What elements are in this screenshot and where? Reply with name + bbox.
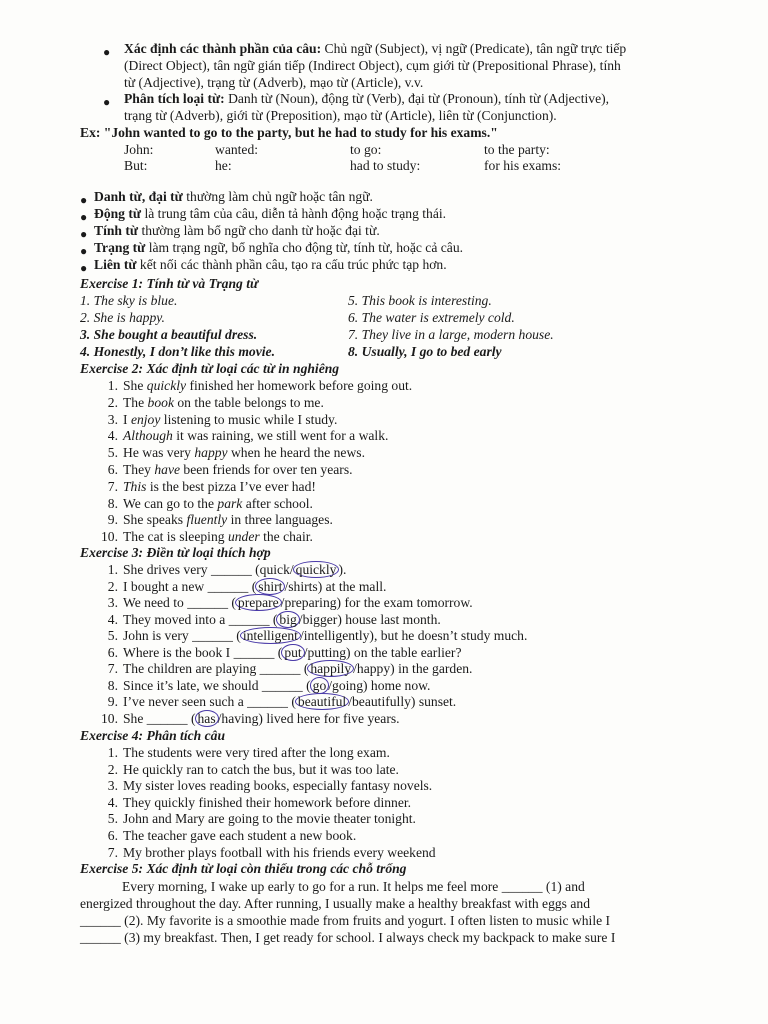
circled-answer: put — [281, 644, 304, 661]
exercise-2-text: it was raining, we still went for a walk. — [172, 428, 389, 444]
exercise-4-item: John and Mary are going to the movie theater tonight. — [123, 811, 416, 827]
example-cell: But: — [124, 158, 148, 173]
exercise-3-text: ) in the garden. — [390, 661, 473, 676]
option-separator: / — [217, 710, 222, 726]
exercise-2-text: the chair. — [259, 529, 313, 545]
exercise-4-number: 5. — [107, 811, 118, 827]
exercise-3-text: John is very ______ ( — [123, 628, 241, 643]
exercise-3-text: ) for the exam tomorrow. — [336, 595, 473, 610]
exercise-2-item — [123, 461, 353, 478]
option-word: going — [332, 677, 363, 693]
option-word: bigger — [302, 611, 338, 627]
exercise-4-number: 7. — [107, 844, 118, 860]
circled-answer: big — [276, 611, 299, 628]
rule-item — [94, 205, 446, 222]
exercise-3-number: 10. — [101, 710, 118, 726]
exercise-3-number: 7. — [107, 661, 118, 676]
exercise-3-text: ) lived here for five years. — [258, 710, 400, 726]
option-separator: / — [298, 611, 303, 627]
intro-bullet-1-text: Chủ ngữ (Subject), vị ngữ (Predicate), tân ngữ trực tiếp — [321, 41, 627, 56]
exercise-2-number: 7. — [107, 478, 118, 494]
bullet-dot: ● — [103, 45, 111, 59]
exercise-2-number: 8. — [107, 495, 118, 511]
exercise-2-title: Exercise 2: Xác định từ loại các từ in nghiêng — [80, 361, 340, 376]
exercise-2-text: finished her homework before going out. — [186, 378, 413, 393]
exercise-5-title: Exercise 5: Xác định từ loại còn thiếu trong các chỗ trống — [80, 861, 407, 876]
exercise-3-item — [123, 561, 346, 578]
option-separator: / — [328, 677, 333, 693]
intro-bullet-2 — [124, 90, 609, 107]
exercise-2-number: 1. — [107, 378, 118, 393]
exercise-2-italic-word: happy — [194, 445, 228, 461]
exercise-3-number: 4. — [107, 611, 118, 627]
exercise-2-text: after school. — [242, 495, 313, 511]
exercise-4-number: 1. — [107, 745, 118, 760]
option-separator: / — [348, 694, 352, 709]
option-word: beautifully — [352, 694, 411, 709]
exercise-1-item: 4. Honestly, I don’t like this movie. — [80, 344, 275, 359]
circled-answer: shirt — [255, 578, 285, 595]
rule-item — [94, 188, 373, 205]
exercise-2-item — [123, 377, 412, 394]
bullet-dot: ● — [80, 193, 88, 207]
exercise-2-item — [123, 478, 316, 495]
exercise-4-number: 6. — [107, 828, 118, 843]
exercise-2-item — [123, 511, 333, 528]
exercise-4-item: He quickly ran to catch the bus, but it was too late. — [123, 761, 399, 777]
intro-bullet-2-line2: trạng từ (Adverb), giới từ (Preposition), mạo từ (Article), liên từ (Conjunction). — [124, 108, 557, 123]
exercise-2-text: The — [123, 394, 148, 410]
option-word: shirts — [288, 578, 318, 594]
exercise-2-italic-word: quickly — [146, 378, 187, 393]
option-word: happy — [356, 661, 391, 676]
rule-term: Liên từ — [94, 257, 137, 272]
exercise-2-text: been friends for over ten years. — [180, 462, 353, 477]
exercise-2-italic-word: under — [227, 529, 260, 545]
exercise-2-text: listening to music while I study. — [160, 411, 338, 427]
exercise-3-text: Since it’s late, we should ______ ( — [123, 677, 311, 693]
exercise-3-text: ) on the table earlier? — [346, 644, 462, 660]
exercise-3-number: 6. — [107, 644, 118, 660]
exercise-2-italic-word: have — [154, 462, 181, 477]
circled-answer: beautiful — [295, 693, 349, 710]
exercise-2-italic-word: fluently — [186, 512, 228, 528]
exercise-2-italic-word: Although — [123, 428, 173, 444]
bullet-dot: ● — [80, 227, 88, 241]
rule-term: Động từ — [94, 206, 142, 221]
exercise-2-text: We can go to the — [123, 495, 218, 511]
exercise-2-text: She speaks — [123, 512, 187, 528]
circled-answer: intelligent — [240, 627, 301, 644]
rule-text: thường làm chủ ngữ hoặc tân ngữ. — [182, 189, 373, 204]
example-cell: for his exams: — [484, 158, 562, 173]
option-separator: / — [353, 661, 357, 676]
option-separator: / — [280, 595, 285, 610]
exercise-1-item: 6. The water is extremely cold. — [348, 310, 515, 325]
exercise-3-text: We need to ______ ( — [123, 595, 236, 610]
exercise-1-title: Exercise 1: Tính từ và Trạng từ — [80, 276, 259, 291]
exercise-3-text: ). — [338, 562, 347, 577]
example-cell: John: — [124, 142, 154, 157]
intro-bullet-2-label: Phân tích loại từ: — [124, 91, 225, 106]
exercise-2-number: 6. — [107, 462, 118, 477]
exercise-3-number: 5. — [107, 628, 118, 643]
exercise-3-number: 1. — [107, 562, 118, 577]
example-cell: to go: — [350, 142, 382, 157]
example-title: Ex: "John wanted to go to the party, but he had to study for his exams." — [80, 125, 498, 140]
exercise-3-item — [123, 710, 400, 727]
exercise-2-text: He was very — [123, 445, 195, 461]
option-separator: / — [289, 562, 294, 577]
intro-bullet-1-line3: từ (Adjective), trạng từ (Adverb), mạo từ (Article), v.v. — [124, 75, 424, 90]
exercise-2-number: 2. — [107, 394, 118, 410]
exercise-3-text: ), but he doesn’t study much. — [369, 628, 528, 643]
exercise-3-number: 3. — [107, 595, 118, 610]
exercise-2-number: 4. — [107, 428, 118, 444]
exercise-5-line: ______ (2). My favorite is a smoothie made from fruits and yogurt. I often listen to music while I — [80, 913, 611, 928]
circled-answer: prepare — [235, 594, 282, 611]
exercise-3-number: 2. — [107, 578, 118, 594]
bullet-dot: ● — [80, 244, 88, 258]
exercise-4-item: The teacher gave each student a new book. — [123, 828, 357, 843]
exercise-3-text: ) sunset. — [410, 694, 457, 709]
rule-term: Trạng từ — [94, 240, 146, 255]
exercise-3-item — [123, 693, 456, 710]
rule-text: làm trạng ngữ, bổ nghĩa cho động từ, tính từ, hoặc cả câu. — [145, 240, 464, 255]
option-separator: / — [299, 628, 304, 643]
exercise-3-number: 8. — [107, 677, 118, 693]
exercise-3-text: I’ve never seen such a ______ ( — [123, 694, 296, 709]
rule-text: kết nối các thành phần câu, tạo ra cấu trúc phức tạp hơn. — [136, 257, 447, 272]
circled-answer: quickly — [293, 561, 340, 578]
exercise-2-text: The cat is sleeping — [123, 529, 228, 545]
rule-item — [94, 239, 463, 256]
option-separator: / — [284, 578, 289, 594]
exercise-2-italic-word: This — [123, 478, 147, 494]
exercise-4-item: My brother plays football with his friends every weekend — [123, 844, 436, 860]
exercise-2-item — [123, 444, 365, 461]
option-word: intelligently — [303, 628, 370, 643]
exercise-3-item — [123, 611, 441, 628]
rule-term: Danh từ, đại từ — [94, 189, 183, 204]
exercise-1-item: 2. She is happy. — [80, 310, 165, 325]
exercise-4-item: My sister loves reading books, especially fantasy novels. — [123, 778, 433, 794]
exercise-3-text: She ______ ( — [123, 710, 196, 726]
exercise-4-number: 3. — [107, 778, 118, 794]
example-cell: he: — [215, 158, 232, 173]
exercise-1-item: 5. This book is interesting. — [348, 293, 492, 308]
circled-answer: happily — [307, 660, 354, 677]
exercise-2-number: 3. — [107, 411, 118, 427]
exercise-3-item — [123, 627, 527, 644]
exercise-4-item: The students were very tired after the long exam. — [123, 745, 390, 760]
intro-bullet-2-text: Danh từ (Noun), động từ (Verb), đại từ (Pronoun), tính từ (Adjective), — [224, 91, 610, 106]
exercise-3-text: They moved into a ______ ( — [123, 611, 278, 627]
example-cell: wanted: — [215, 142, 259, 157]
exercise-2-number: 10. — [101, 529, 118, 545]
rule-item — [94, 222, 380, 239]
exercise-2-text: when he heard the news. — [227, 445, 365, 461]
exercise-5-line: energized throughout the day. After running, I usually make a healthy breakfast with eggs and — [80, 896, 590, 911]
example-cell: to the party: — [484, 142, 550, 157]
exercise-3-item — [123, 594, 473, 611]
option-word: putting — [307, 644, 346, 660]
exercise-1-item: 1. The sky is blue. — [80, 293, 178, 308]
intro-bullet-1 — [124, 40, 626, 57]
exercise-1-item: 3. She bought a beautiful dress. — [80, 327, 258, 342]
option-word: quick — [259, 562, 290, 577]
exercise-2-text: in three languages. — [227, 512, 333, 528]
exercise-2-item — [123, 394, 324, 411]
exercise-2-text: I — [123, 411, 131, 427]
rule-term: Tính từ — [94, 223, 139, 238]
exercise-2-number: 5. — [107, 445, 118, 461]
exercise-4-number: 4. — [107, 794, 118, 810]
exercise-1-item: 7. They live in a large, modern house. — [348, 327, 554, 342]
example-cell: had to study: — [350, 158, 421, 173]
bullet-dot: ● — [80, 210, 88, 224]
exercise-5-line: ______ (3) my breakfast. Then, I get ready for school. I always check my backpack to make sure I — [80, 930, 616, 945]
exercise-3-item — [123, 660, 472, 677]
exercise-2-item — [123, 528, 313, 545]
exercise-4-item: They quickly finished their homework before dinner. — [123, 794, 412, 810]
bullet-dot: ● — [103, 95, 111, 109]
circled-answer: has — [195, 710, 219, 727]
exercise-3-text: ) house last month. — [337, 611, 441, 627]
exercise-2-item — [123, 427, 388, 444]
rule-item — [94, 256, 447, 273]
exercise-2-item — [123, 411, 337, 428]
option-separator: / — [303, 644, 308, 660]
exercise-3-item — [123, 578, 386, 595]
exercise-3-title: Exercise 3: Điền từ loại thích hợp — [80, 545, 271, 560]
intro-bullet-1-line2: (Direct Object), tân ngữ gián tiếp (Indirect Object), cụm giới từ (Prepositional Phrase), tính — [124, 58, 621, 73]
exercise-2-text: is the best pizza I’ve ever had! — [146, 478, 316, 494]
exercise-3-text: ) at the mall. — [317, 578, 387, 594]
exercise-2-item — [123, 495, 313, 512]
exercise-3-text: I bought a new ______ ( — [123, 578, 257, 594]
exercise-1-item: 8. Usually, I go to bed early — [348, 344, 502, 359]
option-word: preparing — [284, 595, 337, 610]
circled-answer: go — [310, 677, 330, 694]
intro-bullet-1-label: Xác định các thành phần của câu: — [124, 41, 322, 56]
bullet-dot: ● — [80, 261, 88, 275]
exercise-2-text: She — [123, 378, 147, 393]
exercise-3-number: 9. — [107, 694, 118, 709]
exercise-2-text: They — [123, 462, 155, 477]
exercise-4-number: 2. — [107, 761, 118, 777]
exercise-2-italic-word: enjoy — [130, 411, 161, 427]
exercise-2-number: 9. — [107, 512, 118, 528]
exercise-3-item — [123, 644, 461, 661]
exercise-2-italic-word: book — [147, 394, 174, 410]
exercise-4-title: Exercise 4: Phân tích câu — [80, 728, 225, 743]
option-word: having — [221, 710, 259, 726]
exercise-3-text: The children are playing ______ ( — [123, 661, 309, 676]
exercise-2-text: on the table belongs to me. — [173, 394, 324, 410]
exercise-2-italic-word: park — [217, 495, 243, 511]
exercise-3-item — [123, 677, 430, 694]
exercise-3-text: She drives very ______ ( — [123, 562, 260, 577]
exercise-3-text: Where is the book I ______ ( — [123, 644, 283, 660]
rule-text: là trung tâm của câu, diễn tả hành động hoặc trạng thái. — [141, 206, 447, 221]
rule-text: thường làm bổ ngữ cho danh từ hoặc đại từ. — [138, 223, 380, 238]
exercise-5-line: Every morning, I wake up early to go for a run. It helps me feel more ______ (1) and — [122, 879, 585, 894]
exercise-3-text: ) home now. — [363, 677, 431, 693]
